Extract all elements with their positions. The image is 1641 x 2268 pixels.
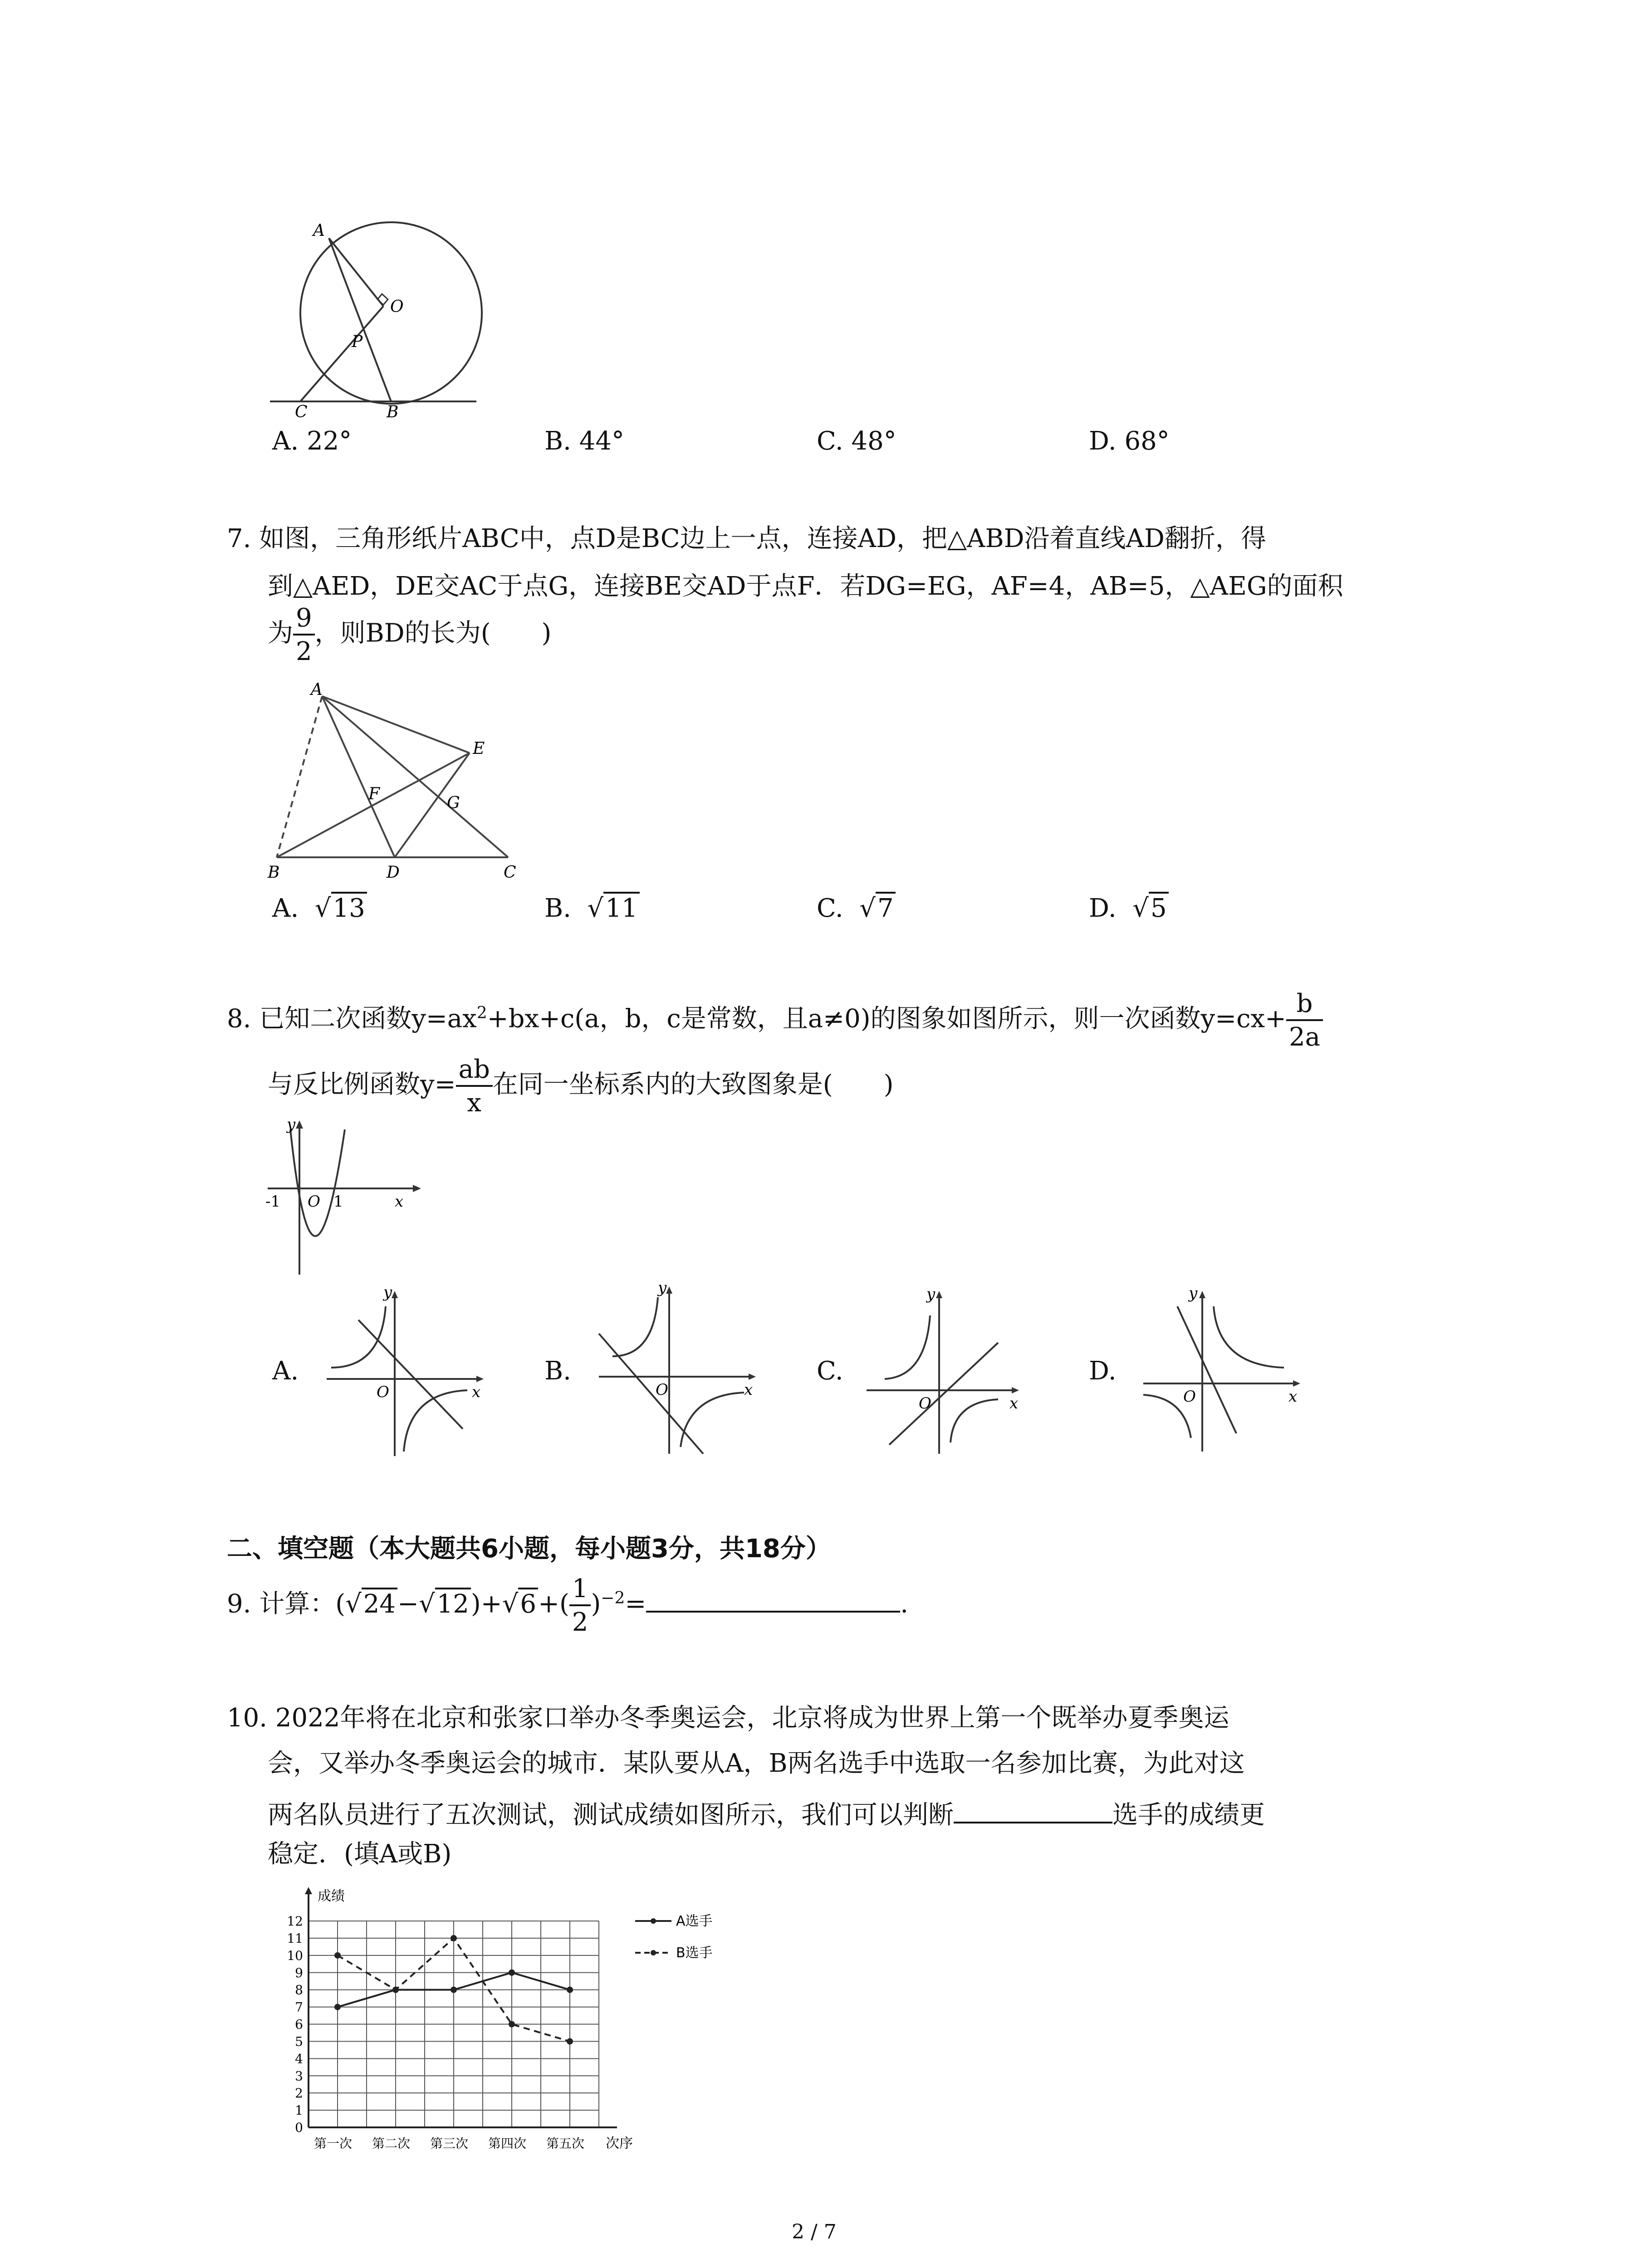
q7-option-c[interactable]: C. √7 <box>817 894 896 923</box>
q8-c-hyperbola-1 <box>885 1315 930 1379</box>
q6-label-c: C <box>295 403 308 417</box>
q6-option-c[interactable]: C. 48° <box>817 426 896 456</box>
q10-text-line3: 两名队员进行了五次测试，测试成绩如图所示，我们可以判断 选手的成绩更 <box>268 1796 1265 1828</box>
chart-ylabel: 成绩 <box>318 1888 345 1904</box>
chart-point-b <box>451 1935 457 1941</box>
chart-ytick-label: 1 <box>295 2103 303 2118</box>
q8-option-c-label[interactable]: C. <box>817 1356 843 1386</box>
q7-segment-be <box>277 753 470 857</box>
q10-line-chart <box>272 1887 753 2159</box>
chart-xtick-label: 第三次 <box>430 2136 469 2151</box>
chart-ytick-label: 2 <box>295 2086 303 2101</box>
chart-point-a <box>451 1987 457 1993</box>
q8-b-label-y: y <box>658 1284 667 1297</box>
q8-text-line2: 与反比例函数y= $\frac{ab}{x}$ 在同一坐标系内的大致图象是( ) <box>268 1055 894 1118</box>
chart-ytick-label: 8 <box>295 1982 303 1998</box>
q8-text-line1: 8. 已知二次函数$y=ax^2+bx+c(a$，b，c是常数，且a≠0)的图象如图所示，则一次函数y=cx+ $\frac{b}{2a}$ <box>227 991 1323 1050</box>
q8-b-line <box>599 1334 703 1454</box>
chart-xtick-label: 第二次 <box>372 2136 411 2151</box>
q7-text-line3: 为 $\frac{9}{2}$ ，则BD的长为( ) <box>268 603 552 666</box>
q8-a-line <box>358 1320 463 1429</box>
q7-label-g: G <box>447 794 460 812</box>
q8-c-hyperbola-2 <box>950 1399 998 1442</box>
q6-label-a: A <box>313 221 325 240</box>
q8-d-label-o: O <box>1183 1388 1196 1406</box>
q8-c-label-x: x <box>1009 1394 1019 1413</box>
q8-option-b-graph[interactable] <box>590 1284 762 1461</box>
q7-dashed-ab <box>277 696 322 857</box>
q8-b-label-o: O <box>656 1381 668 1399</box>
q6-segment-ao <box>329 238 383 306</box>
q6-figure <box>263 218 499 417</box>
q8-b-x-arrow <box>749 1374 756 1380</box>
q6-option-d[interactable]: D. 68° <box>1089 426 1170 456</box>
q9-answer-blank[interactable] <box>646 1585 900 1613</box>
q8-parabola-label-x: x <box>395 1193 404 1211</box>
chart-point-a <box>567 1987 573 1993</box>
q7-label-a: A <box>311 680 323 699</box>
chart-xtick-label: 第一次 <box>314 2136 353 2151</box>
q10-answer-blank[interactable] <box>954 1796 1112 1823</box>
q8-c-label-y: y <box>926 1288 936 1303</box>
q10-text-line4: 稳定．(填A或B) <box>268 1839 452 1869</box>
q8-parabola-label-y: y <box>287 1116 296 1134</box>
q8-c-x-arrow <box>1012 1387 1019 1393</box>
q8-c-label-o: O <box>919 1394 931 1413</box>
chart-point-b <box>509 2021 515 2028</box>
q8-d-line <box>1177 1306 1236 1433</box>
q8-a-hyperbola-1 <box>331 1306 386 1368</box>
q8-option-b-label[interactable]: B. <box>544 1356 571 1386</box>
q7-label-e: E <box>473 739 485 758</box>
chart-point-b <box>392 1987 399 1993</box>
chart-ytick-label: 6 <box>295 2017 303 2032</box>
q8-d-x-arrow <box>1293 1380 1300 1387</box>
chart-point-a <box>509 1970 515 1976</box>
q8-parabola-label-one: 1 <box>333 1193 343 1211</box>
q9-text: 9. 计算：(√24−√12)+√6+( $\frac{1}{2}$ )$^{-2}$= . <box>227 1574 909 1637</box>
q10-text-line2: 会，又举办冬季奥运会的城市．某队要从A，B两名选手中选取一名参加比赛，为此对这 <box>268 1749 1245 1778</box>
q7-segment-ac <box>322 696 508 857</box>
chart-point-a <box>334 2004 341 2010</box>
q6-segment-co <box>300 306 383 401</box>
q8-a-label-x: x <box>472 1383 481 1401</box>
chart-ytick-label: 3 <box>295 2068 303 2084</box>
q8-d-hyperbola-1 <box>1214 1306 1284 1368</box>
q8-b-label-x: x <box>744 1381 753 1399</box>
q7-text-line2: 到△AED，DE交AC于点G，连接BE交AD于点F．若DG=EG，AF=4，AB=5，△AEG的面积 <box>268 572 1343 601</box>
chart-xtick-label: 第五次 <box>546 2136 585 2151</box>
q7-figure <box>263 680 535 889</box>
q6-segment-ab <box>329 238 391 401</box>
page-number: 2 / 7 <box>792 2220 837 2244</box>
q6-option-b[interactable]: B. 44° <box>544 426 625 456</box>
q7-label-c: C <box>504 863 516 882</box>
q8-option-d-graph[interactable] <box>1134 1288 1307 1461</box>
q7-text-line1: 7. 如图，三角形纸片ABC中，点D是BC边上一点，连接AD，把△ABD沿着直线AD翻折，得 <box>227 524 1266 553</box>
q8-b-hyperbola-1 <box>612 1297 658 1356</box>
chart-xtick-label: 第四次 <box>488 2136 527 2151</box>
chart-ytick-label: 11 <box>287 1931 303 1946</box>
q8-b-y-arrow <box>666 1286 672 1294</box>
chart-ytick-label: 12 <box>287 1914 303 1929</box>
q8-parabola-y-arrow <box>296 1120 303 1129</box>
chart-point-b <box>567 2038 573 2044</box>
q8-option-a-label[interactable]: A. <box>272 1356 299 1386</box>
q8-c-y-arrow <box>936 1291 942 1298</box>
q8-option-d-label[interactable]: D. <box>1089 1356 1117 1386</box>
q8-a-label-o: O <box>377 1383 389 1401</box>
q7-label-b: B <box>268 863 280 882</box>
q8-d-label-y: y <box>1189 1288 1198 1302</box>
chart-ytick-label: 10 <box>287 1948 303 1963</box>
chart-legend-label: A选手 <box>676 1913 713 1929</box>
chart-point-b <box>334 1952 341 1959</box>
q7-option-b[interactable]: B. √11 <box>544 894 640 923</box>
q8-parabola-label-o: O <box>308 1193 320 1211</box>
q8-parabola-x-arrow <box>413 1185 421 1192</box>
chart-legend-marker <box>651 1950 656 1955</box>
q7-label-f: F <box>368 785 380 803</box>
chart-ytick-label: 9 <box>295 1965 303 1980</box>
q8-option-a-graph[interactable] <box>318 1288 490 1461</box>
chart-ytick-label: 5 <box>295 2034 303 2049</box>
q8-d-y-arrow <box>1199 1291 1205 1298</box>
section2-heading: 二、填空题（本大题共6小题，每小题3分，共18分） <box>227 1534 831 1564</box>
q10-text-line1: 10. 2022年将在北京和张家口举办冬季奥运会，北京将成为世界上第一个既举办夏季奥运 <box>227 1703 1230 1733</box>
q8-c-line <box>889 1343 998 1445</box>
q6-option-a[interactable]: A. 22° <box>272 426 352 456</box>
q7-option-a[interactable]: A. √13 <box>272 894 367 923</box>
q8-parabola-label-neg1: -1 <box>265 1193 281 1211</box>
chart-legend-label: B选手 <box>676 1945 713 1961</box>
q8-a-label-y: y <box>383 1288 392 1301</box>
q8-parabola-figure <box>263 1116 426 1288</box>
q8-a-y-arrow <box>392 1291 398 1298</box>
q8-a-x-arrow <box>476 1376 484 1382</box>
q6-label-p: P <box>352 332 363 351</box>
chart-ytick-label: 4 <box>295 2051 303 2067</box>
q6-label-o: O <box>390 298 404 316</box>
chart-y-arrow <box>305 1887 312 1894</box>
chart-ytick-label: 0 <box>295 2120 303 2135</box>
chart-ytick-label: 7 <box>295 1999 303 2015</box>
q7-label-d: D <box>387 863 400 882</box>
q7-option-d[interactable]: D. √5 <box>1089 894 1169 923</box>
chart-legend-marker <box>651 1918 656 1924</box>
chart-xlabel: 次序 <box>606 2136 633 2151</box>
q8-d-label-x: x <box>1288 1388 1298 1406</box>
q6-label-b: B <box>387 403 399 417</box>
q8-option-c-graph[interactable] <box>857 1288 1030 1461</box>
